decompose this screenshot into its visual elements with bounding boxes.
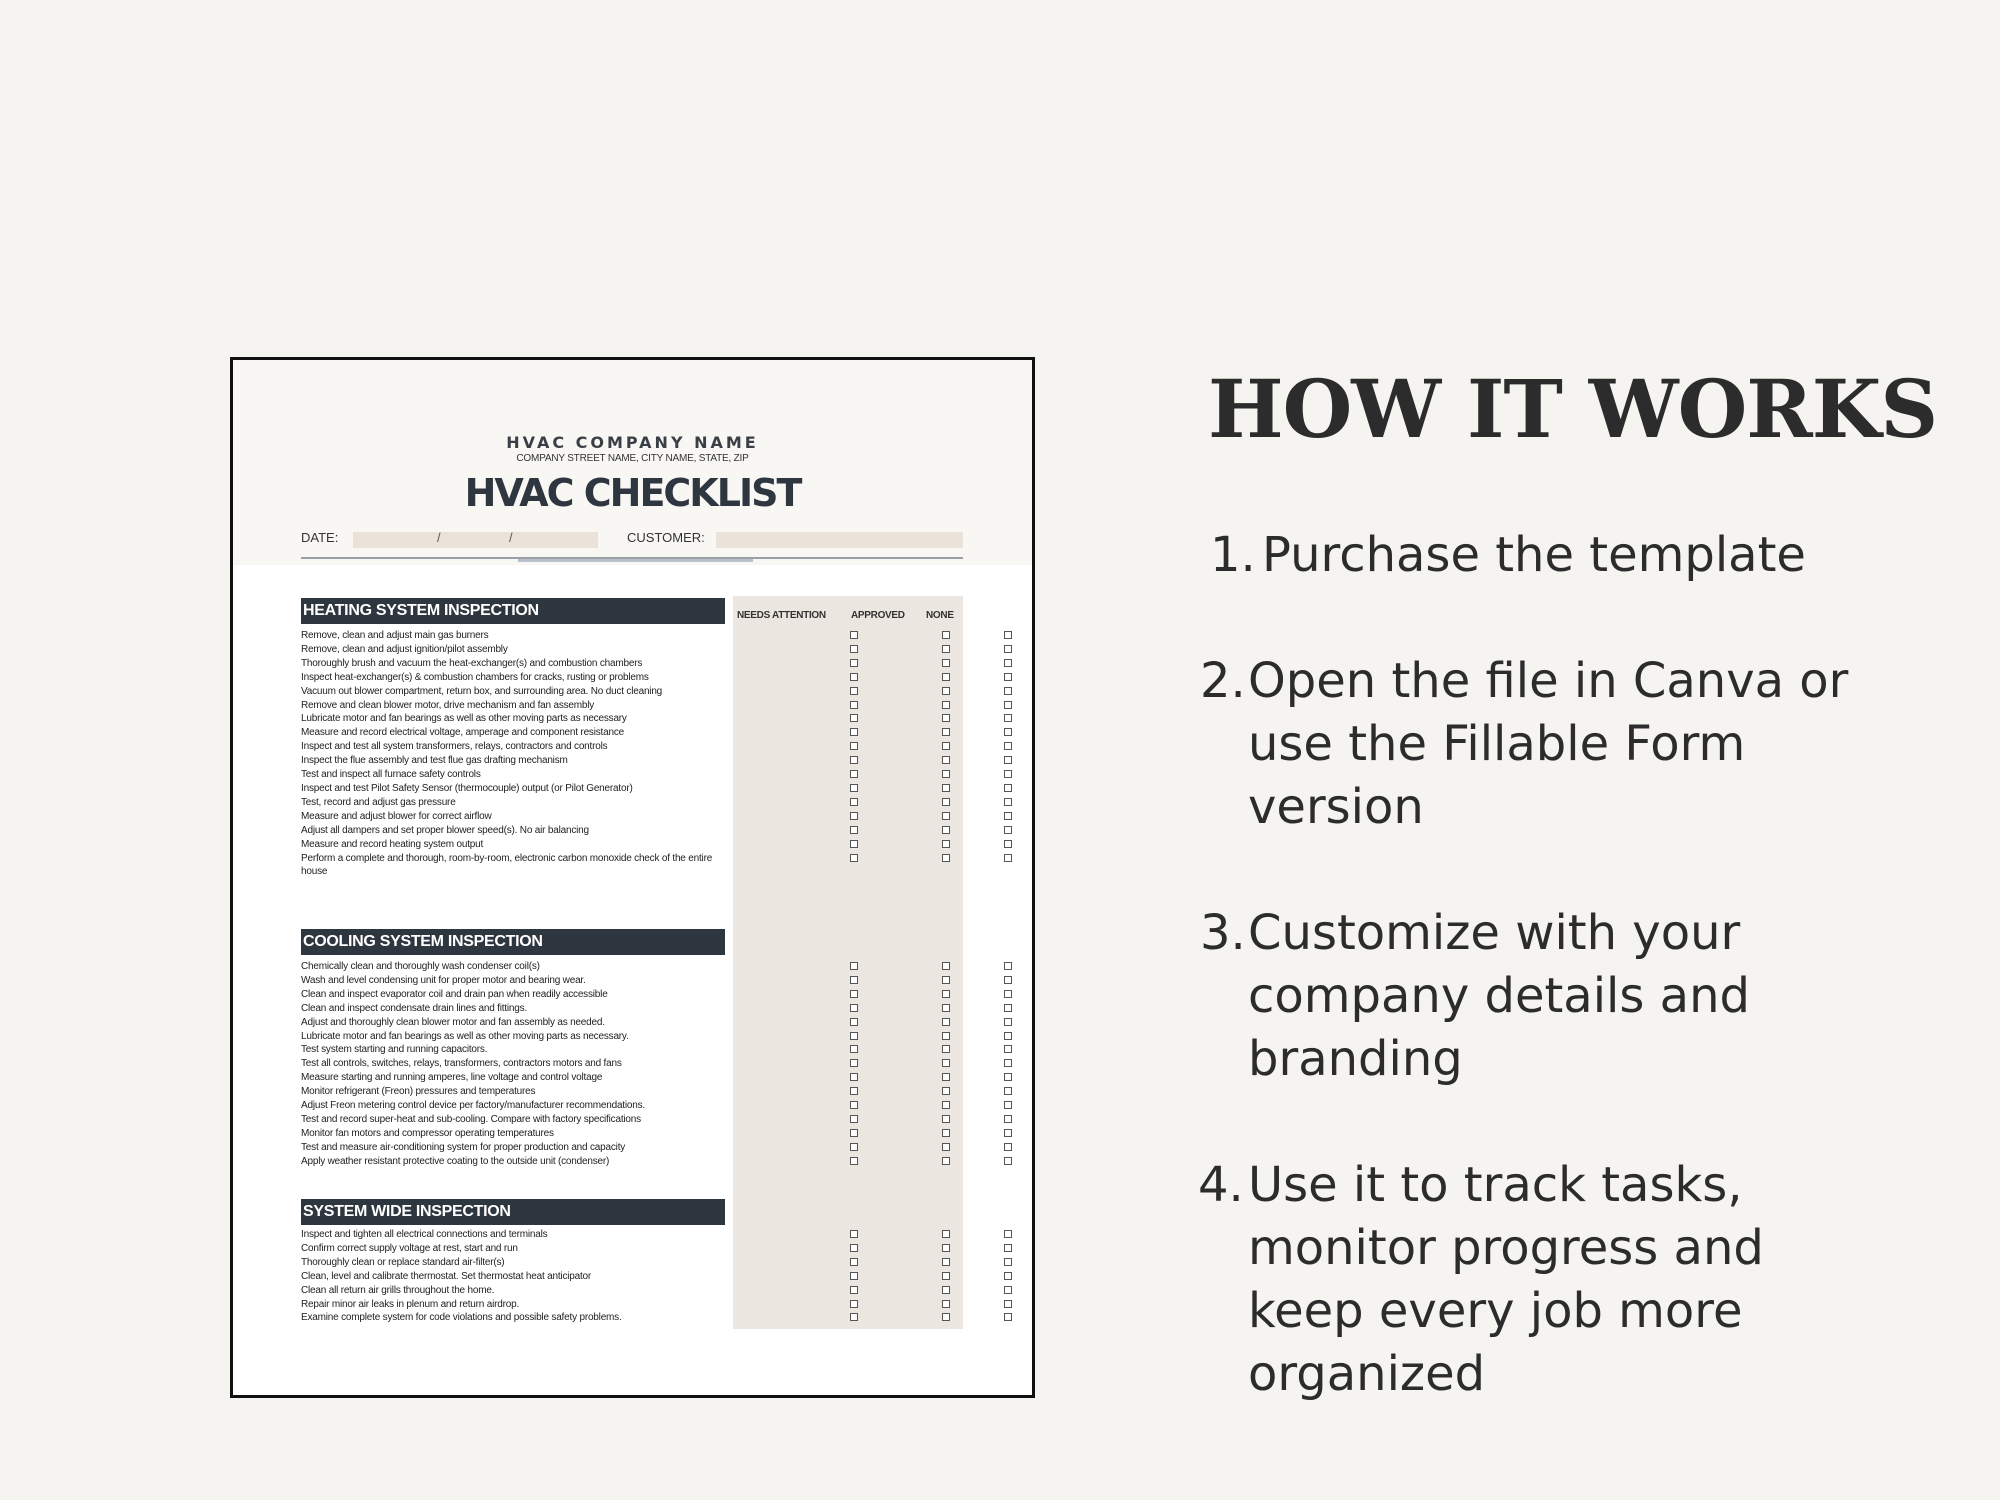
none-checkbox[interactable] (1004, 1143, 1012, 1151)
approved-checkbox[interactable] (942, 840, 950, 848)
needs-attention-checkbox[interactable] (850, 770, 858, 778)
needs-attention-checkbox[interactable] (850, 1087, 858, 1095)
needs-attention-checkbox[interactable] (850, 645, 858, 653)
needs-attention-checkbox[interactable] (850, 631, 858, 639)
needs-attention-checkbox[interactable] (850, 1115, 858, 1123)
checklist-row (301, 1284, 733, 1298)
checklist-row (301, 1016, 733, 1030)
needs-attention-checkbox[interactable] (850, 756, 858, 764)
checklist-row (301, 740, 733, 754)
step-number: 2. (1200, 653, 1246, 709)
checklist-item-text: Repair minor air leaks in plenum and return airdrop. (301, 1298, 520, 1310)
needs-attention-checkbox[interactable] (850, 728, 858, 736)
none-checkbox[interactable] (1004, 1313, 1012, 1321)
checklist-item-text: Monitor fan motors and compressor operating temperatures (301, 1127, 554, 1139)
none-checkbox[interactable] (1004, 714, 1012, 722)
none-checkbox[interactable] (1004, 659, 1012, 667)
none-checkbox[interactable] (1004, 631, 1012, 639)
checklist-item-text: Adjust Freon metering control device per factory/manufacturer recommendations. (301, 1100, 646, 1112)
checklist-item-text: Clean, level and calibrate thermostat. Set thermostat heat anticipator (301, 1270, 592, 1282)
approved-checkbox[interactable] (942, 812, 950, 820)
none-checkbox[interactable] (1004, 962, 1012, 970)
checklist-item-text: Test and measure air-conditioning system for proper production and capacity (301, 1141, 626, 1153)
none-checkbox[interactable] (1004, 798, 1012, 806)
checklist-row (301, 699, 733, 713)
none-checkbox[interactable] (1004, 976, 1012, 984)
checklist-row (301, 852, 733, 880)
checklist-row (301, 712, 733, 726)
none-checkbox[interactable] (1004, 673, 1012, 681)
checklist-row (301, 1030, 733, 1044)
approved-checkbox[interactable] (942, 1045, 950, 1053)
checklist-row (301, 768, 733, 782)
checklist-row (301, 1270, 733, 1284)
checklist-item-text: Inspect heat-exchanger(s) & combustion chambers for cracks, rusting or problems (301, 671, 649, 683)
date-field[interactable] (353, 532, 598, 548)
approved-checkbox[interactable] (942, 826, 950, 834)
step-number: 3. (1200, 905, 1246, 961)
section-header-cooling: COOLING SYSTEM INSPECTION (301, 929, 725, 955)
approved-checkbox[interactable] (942, 1115, 950, 1123)
none-checkbox[interactable] (1004, 990, 1012, 998)
checklist-item-text: Measure starting and running amperes, line voltage and control voltage (301, 1072, 603, 1084)
checklist-row (301, 782, 733, 796)
checklist-row (301, 1141, 733, 1155)
needs-attention-checkbox[interactable] (850, 1143, 858, 1151)
checklist-row (301, 960, 733, 974)
approved-checkbox[interactable] (942, 962, 950, 970)
checklist-item-text: Clean all return air grills throughout the home. (301, 1284, 495, 1296)
needs-attention-checkbox[interactable] (850, 1129, 858, 1137)
checklist-item-text: Lubricate motor and fan bearings as well as other moving parts as necessary (301, 713, 627, 725)
none-checkbox[interactable] (1004, 1059, 1012, 1067)
approved-checkbox[interactable] (942, 631, 950, 639)
needs-attention-checkbox[interactable] (850, 701, 858, 709)
none-checkbox[interactable] (1004, 1004, 1012, 1012)
step-text: Open the file in Canva or use the Fillable Form version (1248, 653, 1849, 835)
none-checkbox[interactable] (1004, 1300, 1012, 1308)
needs-attention-checkbox[interactable] (850, 1313, 858, 1321)
approved-checkbox[interactable] (942, 1244, 950, 1252)
cooling-items (301, 960, 733, 1169)
none-checkbox[interactable] (1004, 826, 1012, 834)
company-address: COMPANY STREET NAME, CITY NAME, STATE, ZIP (516, 453, 749, 464)
needs-attention-checkbox[interactable] (850, 742, 858, 750)
approved-checkbox[interactable] (942, 1300, 950, 1308)
checklist-row (301, 974, 733, 988)
section-header-system-wide: SYSTEM WIDE INSPECTION (301, 1199, 725, 1225)
checklist-row (301, 685, 733, 699)
checklist-item-text: Confirm correct supply voltage at rest, start and run (301, 1242, 518, 1254)
checklist-item-text: Inspect and tighten all electrical connections and terminals (301, 1229, 548, 1240)
checklist-row (301, 1085, 733, 1099)
none-checkbox[interactable] (1004, 1272, 1012, 1280)
needs-attention-checkbox[interactable] (850, 1230, 858, 1238)
none-checkbox[interactable] (1004, 701, 1012, 709)
none-checkbox[interactable] (1004, 1018, 1012, 1026)
needs-attention-checkbox[interactable] (850, 687, 858, 695)
checklist-row (301, 1228, 733, 1242)
none-checkbox[interactable] (1004, 1032, 1012, 1040)
checklist-row (301, 838, 733, 852)
needs-attention-checkbox[interactable] (850, 1244, 858, 1252)
needs-attention-checkbox[interactable] (850, 854, 858, 862)
checklist-item-text: Test and inspect all furnace safety controls (301, 769, 481, 781)
header-accent-divider (518, 559, 753, 562)
checklist-preview (230, 357, 1035, 1398)
checklist-row (301, 726, 733, 740)
checklist-row (301, 988, 733, 1002)
approved-checkbox[interactable] (942, 990, 950, 998)
approved-checkbox[interactable] (942, 1004, 950, 1012)
none-checkbox[interactable] (1004, 1230, 1012, 1238)
approved-checkbox[interactable] (942, 1143, 950, 1151)
checklist-row (301, 1002, 733, 1016)
checklist-item-text: Thoroughly clean or replace standard air-filter(s) (301, 1256, 505, 1268)
checklist-row (301, 1113, 733, 1127)
approved-checkbox[interactable] (942, 673, 950, 681)
approved-checkbox[interactable] (942, 1230, 950, 1238)
needs-attention-checkbox[interactable] (850, 1101, 858, 1109)
checklist-item-text: Perform a complete and thorough, room-by-room, electronic carbon monoxide check of the entire house (301, 852, 713, 878)
how-it-works-title: HOW IT WORKS (1208, 362, 1938, 456)
checklist-row (301, 810, 733, 824)
approved-checkbox[interactable] (942, 770, 950, 778)
needs-attention-checkbox[interactable] (850, 1272, 858, 1280)
none-checkbox[interactable] (1004, 728, 1012, 736)
checklist-item-text: Measure and record electrical voltage, amperage and component resistance (301, 727, 625, 739)
needs-attention-checkbox[interactable] (850, 812, 858, 820)
checklist-item-text: Examine complete system for code violations and possible safety problems. (301, 1312, 622, 1324)
checklist-row (301, 1311, 733, 1325)
needs-attention-checkbox[interactable] (850, 1258, 858, 1266)
checkbox-column-band (733, 596, 963, 1329)
checklist-item-text: Lubricate motor and fan bearings as well as other moving parts as necessary. (301, 1030, 629, 1042)
checklist-item-text: Thoroughly brush and vacuum the heat-exchanger(s) and combustion chambers (301, 657, 643, 669)
customer-field[interactable] (716, 532, 963, 548)
approved-checkbox[interactable] (942, 756, 950, 764)
column-header-none: NONE (926, 610, 954, 621)
needs-attention-checkbox[interactable] (850, 714, 858, 722)
document-title: HVAC CHECKLIST (464, 471, 801, 515)
checklist-item-text: Inspect and test Pilot Safety Sensor (thermocouple) output (or Pilot Generator) (301, 782, 633, 794)
checklist-item-text: Test all controls, switches, relays, transformers, contractors motors and fans (301, 1058, 622, 1070)
none-checkbox[interactable] (1004, 1115, 1012, 1123)
checklist-row (301, 754, 733, 768)
none-checkbox[interactable] (1004, 840, 1012, 848)
needs-attention-checkbox[interactable] (850, 1018, 858, 1026)
step-number: 1. (1210, 527, 1256, 583)
checklist-item-text: Remove, clean and adjust main gas burners (301, 630, 489, 641)
approved-checkbox[interactable] (942, 1286, 950, 1294)
checklist-item-text: Adjust and thoroughly clean blower motor and fan assembly as needed. (301, 1016, 605, 1028)
checklist-item-text: Inspect and test all system transformers, relays, contractors and controls (301, 741, 608, 753)
approved-checkbox[interactable] (942, 1073, 950, 1081)
needs-attention-checkbox[interactable] (850, 673, 858, 681)
checklist-row (301, 1043, 733, 1057)
checklist-item-text: Clean and inspect condensate drain lines and fittings. (301, 1002, 528, 1014)
needs-attention-checkbox[interactable] (850, 784, 858, 792)
approved-checkbox[interactable] (942, 1087, 950, 1095)
approved-checkbox[interactable] (942, 1313, 950, 1321)
none-checkbox[interactable] (1004, 812, 1012, 820)
needs-attention-checkbox[interactable] (850, 1059, 858, 1067)
checklist-row (301, 1298, 733, 1312)
date-separator: / (437, 530, 441, 545)
none-checkbox[interactable] (1004, 1045, 1012, 1053)
checklist-row (301, 796, 733, 810)
none-checkbox[interactable] (1004, 1157, 1012, 1165)
checklist-row (301, 1242, 733, 1256)
needs-attention-checkbox[interactable] (850, 990, 858, 998)
system-wide-items (301, 1228, 733, 1325)
needs-attention-checkbox[interactable] (850, 840, 858, 848)
none-checkbox[interactable] (1004, 1101, 1012, 1109)
approved-checkbox[interactable] (942, 1157, 950, 1165)
checklist-item-text: Vacuum out blower compartment, return box, and surrounding area. No duct cleaning (301, 685, 663, 697)
needs-attention-checkbox[interactable] (850, 976, 858, 984)
none-checkbox[interactable] (1004, 1087, 1012, 1095)
checklist-row (301, 1155, 733, 1169)
section-header-heating: HEATING SYSTEM INSPECTION (301, 598, 725, 624)
checklist-row (301, 1256, 733, 1270)
approved-checkbox[interactable] (942, 687, 950, 695)
checklist-item-text: Remove, clean and adjust ignition/pilot assembly (301, 643, 508, 655)
needs-attention-checkbox[interactable] (850, 1157, 858, 1165)
checklist-item-text: Measure and adjust blower for correct airflow (301, 810, 492, 822)
approved-checkbox[interactable] (942, 714, 950, 722)
column-header-approved: APPROVED (851, 610, 905, 621)
none-checkbox[interactable] (1004, 854, 1012, 862)
needs-attention-checkbox[interactable] (850, 1004, 858, 1012)
approved-checkbox[interactable] (942, 854, 950, 862)
checklist-item-text: Monitor refrigerant (Freon) pressures and temperatures (301, 1086, 536, 1098)
none-checkbox[interactable] (1004, 1073, 1012, 1081)
approved-checkbox[interactable] (942, 645, 950, 653)
approved-checkbox[interactable] (942, 701, 950, 709)
approved-checkbox[interactable] (942, 1258, 950, 1266)
checklist-row (301, 643, 733, 657)
approved-checkbox[interactable] (942, 659, 950, 667)
none-checkbox[interactable] (1004, 756, 1012, 764)
none-checkbox[interactable] (1004, 1244, 1012, 1252)
checklist-item-text: Test, record and adjust gas pressure (301, 796, 456, 808)
date-separator: / (509, 530, 513, 545)
date-label: DATE: (301, 530, 339, 545)
step-text: Customize with your company details and branding (1248, 905, 1750, 1087)
checklist-row (301, 1099, 733, 1113)
needs-attention-checkbox[interactable] (850, 1073, 858, 1081)
checklist-item-text: Measure and record heating system output (301, 838, 484, 850)
needs-attention-checkbox[interactable] (850, 798, 858, 806)
step-text: Use it to track tasks, monitor progress and keep every job more organized (1248, 1157, 1764, 1402)
approved-checkbox[interactable] (942, 976, 950, 984)
customer-label: CUSTOMER: (627, 530, 705, 545)
none-checkbox[interactable] (1004, 742, 1012, 750)
approved-checkbox[interactable] (942, 798, 950, 806)
needs-attention-checkbox[interactable] (850, 962, 858, 970)
none-checkbox[interactable] (1004, 1258, 1012, 1266)
approved-checkbox[interactable] (942, 784, 950, 792)
needs-attention-checkbox[interactable] (850, 1300, 858, 1308)
checklist-item-text: Inspect the flue assembly and test flue gas drafting mechanism (301, 755, 568, 767)
approved-checkbox[interactable] (942, 1018, 950, 1026)
needs-attention-checkbox[interactable] (850, 659, 858, 667)
checklist-row (301, 824, 733, 838)
approved-checkbox[interactable] (942, 1129, 950, 1137)
none-checkbox[interactable] (1004, 784, 1012, 792)
needs-attention-checkbox[interactable] (850, 826, 858, 834)
checklist-row (301, 657, 733, 671)
heating-items (301, 629, 733, 879)
checklist-item-text: Test system starting and running capacitors. (301, 1044, 488, 1056)
none-checkbox[interactable] (1004, 770, 1012, 778)
checklist-row (301, 671, 733, 685)
step-number: 4. (1198, 1157, 1244, 1213)
none-checkbox[interactable] (1004, 645, 1012, 653)
approved-checkbox[interactable] (942, 728, 950, 736)
step-text: Purchase the template (1262, 527, 1806, 583)
approved-checkbox[interactable] (942, 742, 950, 750)
needs-attention-checkbox[interactable] (850, 1286, 858, 1294)
none-checkbox[interactable] (1004, 687, 1012, 695)
checklist-row (301, 629, 733, 643)
checklist-row (301, 1127, 733, 1141)
checklist-item-text: Clean and inspect evaporator coil and drain pan when readily accessible (301, 988, 608, 1000)
checklist-item-text: Adjust all dampers and set proper blower speed(s). No air balancing (301, 824, 589, 836)
approved-checkbox[interactable] (942, 1032, 950, 1040)
checklist-row (301, 1071, 733, 1085)
checklist-item-text: Remove and clean blower motor, drive mechanism and fan assembly (301, 699, 595, 711)
none-checkbox[interactable] (1004, 1129, 1012, 1137)
approved-checkbox[interactable] (942, 1101, 950, 1109)
checklist-row (301, 1057, 733, 1071)
checklist-item-text: Test and record super-heat and sub-cooling. Compare with factory specifications (301, 1113, 641, 1125)
column-header-needs-attention: NEEDS ATTENTION (737, 610, 826, 621)
checklist-item-text: Wash and level condensing unit for proper motor and bearing wear. (301, 974, 586, 986)
needs-attention-checkbox[interactable] (850, 1045, 858, 1053)
checklist-item-text: Chemically clean and thoroughly wash condenser coil(s) (301, 961, 540, 972)
needs-attention-checkbox[interactable] (850, 1032, 858, 1040)
company-name: HVAC COMPANY NAME (506, 433, 759, 452)
approved-checkbox[interactable] (942, 1059, 950, 1067)
approved-checkbox[interactable] (942, 1272, 950, 1280)
none-checkbox[interactable] (1004, 1286, 1012, 1294)
checklist-item-text: Apply weather resistant protective coating to the outside unit (condenser) (301, 1155, 610, 1167)
